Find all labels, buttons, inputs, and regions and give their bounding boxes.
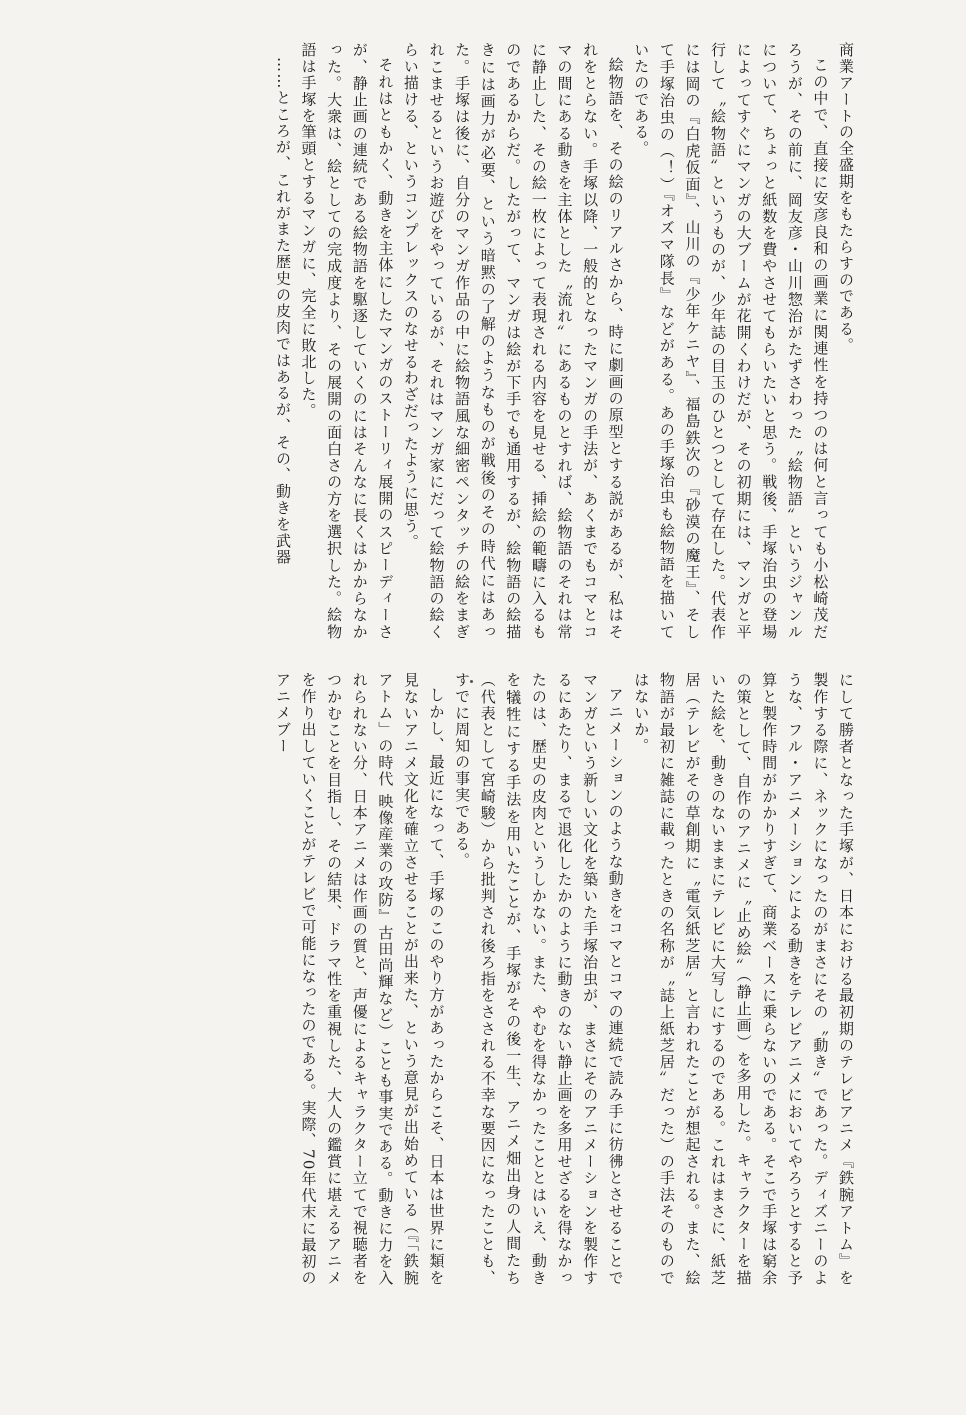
paragraph: アニメーションのような動きをコマとコマの連続で読み手に彷彿とさせることでマンガという新しい文化を築いた手塚治虫が、まさにそのアニメーションを製作するにあたり、まるで退化したかのように動きのない静止画を多用せざるを得なかったのは、歴史の皮肉というしかない。また、やむを得なかったこととはいえ、動きを犠牲にする手法を用いたことが、手塚がその後一生、アニメ畑出身の人間たち（代表として宮崎駿）から批判され後ろ指をさされる不幸な要因になったことも、すでに周知の事実である。: [453, 672, 625, 1286]
paragraph: 絵物語を、その絵のリアルさから、時に劇画の原型とする説があるが、私はそれをとらない。手塚以降、一般的となったマンガの手法が、あくまでもコマとコマの間にある動きを主体とした〝流れ〟にあるものとすれば、絵物語のそれは常に静止した、その絵一枚によって表現される内容を見せる、挿絵の範疇に入るものであるからだ。したがって、マンガは絵が下手でも通用するが、絵物語の絵描きには画力が必要、という暗黙の了解のようなものが戦後のその時代にはあった。手塚は後に、自分のマンガ作品の中に絵物語風な細密ペンタッチの絵をまぎれこませるというお遊びをやっているが、それはマンガ家にだって絵物語の絵くらい描ける、というコンプレックスのなせるわざだったように思う。: [401, 42, 625, 640]
paragraph: ……ところが、これがまた歴史の皮肉ではあるが、その、動きを武器: [273, 57, 292, 566]
paragraph: この中で、直接に安彦良和の画業に関連性を持つのは何と言っても小松崎茂だろうが、その前に、岡友彦・山川惣治がたずさわった〝絵物語〟というジャンルについて、ちょっと紙数を費やさせてもらいたいと思う。戦後、手塚治虫の登場によってすぐにマンガの大ブームが花開くわけだが、その初期には、マンガと平行して〝絵物語〟というものが、少年誌の目玉のひとつとして存在した。代表作には岡の『白虎仮面』、山川の『少年ケニヤ』、福島鉄次の『砂漠の魔王』、そして手塚治虫の（！）『オズマ隊長』などがある。あの手塚治虫も絵物語を描いていたのである。: [632, 42, 830, 640]
paragraph: しかし、最近になって、手塚のこのやり方があったからこそ、日本は世界に類を見ないアニメ文化を確立させることが出来た、という意見が出始めている（『「鉄腕アトム」の時代 映像産業の攻防』古田尚輝など）ことも事実である。動きに力を入れられない分、日本アニメは作画の質と、声優によるキャラクター立てで視聴者をつかむことを目指し、その結果、ドラマ性を重視した、大人の鑑賞に堪えるアニメを作り出していくことがテレビで可能になったのである。実際、70年代末に最初のアニメブー: [273, 672, 446, 1286]
paragraph: 商業アートの全盛期をもたらすのである。: [837, 42, 855, 354]
upper-text-block: [98, 42, 858, 640]
lower-text-block: [98, 672, 858, 1286]
paragraph: それはともかく、動きを主体にしたマンガのストーリィ展開のスピーディーさが、静止画の連続である絵物語を駆逐していくのにはそんなに長くはかからなかった。大衆は、絵としての完成度より、その展開の面白さの方を選択した。絵物語は手塚を筆頭とするマンガに、完全に敗北した。: [299, 42, 395, 640]
paragraph: にして勝者となった手塚が、日本における最初期のテレビアニメ『鉄腕アトム』を製作する際に、ネックになったのがまさにその〝動き〟であった。ディズニーのような、フル・アニメーションによる動きをテレビアニメにおいてやろうとすると予算と製作時間がかかりすぎて、商業ベースに乗らないのである。そこで手塚は窮余の策として、自作のアニメに〝止め絵〟（静止画）を多用した。キャラクターを描いた絵を、動きのないままにテレビに大写しにするのである。これはまさに、紙芝居（テレビがその草創期に〝電気紙芝居〟と言われたことが想起される。また、絵物語が最初に雑誌に載ったときの名称が〝誌上紙芝居〟だった）の手法そのものではないか。: [632, 672, 855, 1286]
